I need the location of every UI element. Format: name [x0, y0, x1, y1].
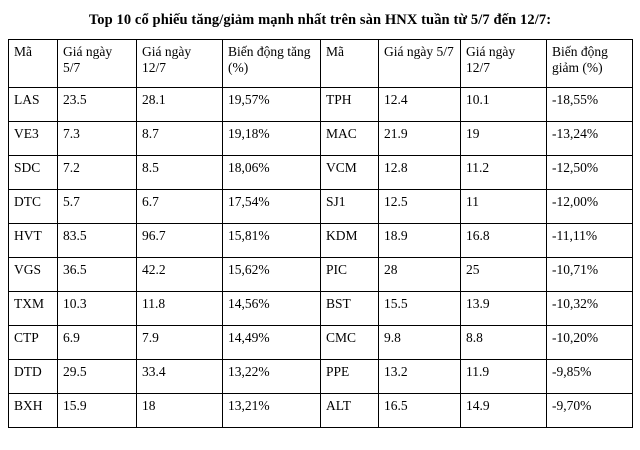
- cell-price-5-7-loser: 12.5: [379, 190, 461, 224]
- cell-price-5-7-loser: 21.9: [379, 122, 461, 156]
- cell-price-12-7-loser: 8.8: [461, 326, 547, 360]
- table-row: [9, 292, 633, 326]
- table-row: [9, 326, 633, 360]
- cell-change-loser: -18,55%: [547, 88, 633, 122]
- column-header-bien-dong-giam: Biến động giảm (%): [547, 40, 633, 88]
- cell-ticker-loser: PPE: [321, 360, 379, 394]
- cell-ticker-loser: MAC: [321, 122, 379, 156]
- cell-ticker-gainer: BXH: [9, 394, 58, 428]
- table-row: [9, 88, 633, 122]
- cell-change-loser: -13,24%: [547, 122, 633, 156]
- cell-ticker-gainer: DTC: [9, 190, 58, 224]
- cell-change-loser: -9,85%: [547, 360, 633, 394]
- cell-ticker-loser: SJ1: [321, 190, 379, 224]
- table-row: [9, 394, 633, 428]
- page-title: Top 10 cổ phiếu tăng/giảm mạnh nhất trên sàn HNX tuần từ 5/7 đến 12/7:: [88, 12, 552, 28]
- table-body: [9, 88, 633, 428]
- cell-change-gainer: 15,81%: [223, 224, 321, 258]
- cell-change-gainer: 19,57%: [223, 88, 321, 122]
- cell-price-12-7-gainer: 96.7: [137, 224, 223, 258]
- cell-change-gainer: 14,56%: [223, 292, 321, 326]
- cell-price-12-7-loser: 16.8: [461, 224, 547, 258]
- cell-price-12-7-gainer: 6.7: [137, 190, 223, 224]
- cell-price-12-7-gainer: 42.2: [137, 258, 223, 292]
- cell-ticker-loser: VCM: [321, 156, 379, 190]
- cell-price-12-7-loser: 19: [461, 122, 547, 156]
- cell-price-12-7-gainer: 18: [137, 394, 223, 428]
- table-row: [9, 156, 633, 190]
- cell-price-12-7-gainer: 11.8: [137, 292, 223, 326]
- cell-change-loser: -10,20%: [547, 326, 633, 360]
- column-header-bien-dong-tang: Biến động tăng (%): [223, 40, 321, 88]
- cell-price-5-7-loser: 18.9: [379, 224, 461, 258]
- cell-ticker-gainer: TXM: [9, 292, 58, 326]
- cell-change-gainer: 15,62%: [223, 258, 321, 292]
- cell-change-gainer: 13,21%: [223, 394, 321, 428]
- cell-ticker-loser: TPH: [321, 88, 379, 122]
- cell-price-5-7-gainer: 83.5: [58, 224, 137, 258]
- cell-price-12-7-gainer: 8.5: [137, 156, 223, 190]
- cell-price-5-7-loser: 12.4: [379, 88, 461, 122]
- cell-price-5-7-loser: 12.8: [379, 156, 461, 190]
- cell-price-12-7-gainer: 7.9: [137, 326, 223, 360]
- cell-ticker-loser: PIC: [321, 258, 379, 292]
- column-header-ma-tang: Mã: [9, 40, 58, 88]
- cell-ticker-loser: BST: [321, 292, 379, 326]
- table-header-row: [9, 40, 633, 88]
- cell-ticker-gainer: LAS: [9, 88, 58, 122]
- column-header-gia-ngay-5-7-tang: Giá ngày 5/7: [58, 40, 137, 88]
- cell-ticker-loser: KDM: [321, 224, 379, 258]
- table-row: [9, 224, 633, 258]
- cell-change-gainer: 17,54%: [223, 190, 321, 224]
- cell-change-gainer: 14,49%: [223, 326, 321, 360]
- cell-price-12-7-loser: 14.9: [461, 394, 547, 428]
- column-header-gia-ngay-12-7-giam: Giá ngày 12/7: [461, 40, 547, 88]
- cell-change-loser: -10,32%: [547, 292, 633, 326]
- cell-ticker-gainer: VGS: [9, 258, 58, 292]
- cell-price-12-7-loser: 11.9: [461, 360, 547, 394]
- column-header-ma-giam: Mã: [321, 40, 379, 88]
- table-row: [9, 190, 633, 224]
- cell-price-5-7-gainer: 7.2: [58, 156, 137, 190]
- cell-change-loser: -10,71%: [547, 258, 633, 292]
- cell-price-12-7-loser: 25: [461, 258, 547, 292]
- cell-price-12-7-gainer: 33.4: [137, 360, 223, 394]
- cell-price-12-7-loser: 13.9: [461, 292, 547, 326]
- cell-price-12-7-loser: 11: [461, 190, 547, 224]
- cell-change-loser: -12,50%: [547, 156, 633, 190]
- cell-price-5-7-gainer: 36.5: [58, 258, 137, 292]
- cell-change-gainer: 13,22%: [223, 360, 321, 394]
- cell-price-12-7-loser: 11.2: [461, 156, 547, 190]
- cell-price-5-7-loser: 28: [379, 258, 461, 292]
- cell-change-gainer: 19,18%: [223, 122, 321, 156]
- cell-price-5-7-gainer: 7.3: [58, 122, 137, 156]
- cell-price-5-7-loser: 15.5: [379, 292, 461, 326]
- cell-ticker-gainer: VE3: [9, 122, 58, 156]
- cell-price-12-7-gainer: 8.7: [137, 122, 223, 156]
- cell-ticker-gainer: DTD: [9, 360, 58, 394]
- cell-price-5-7-loser: 16.5: [379, 394, 461, 428]
- stock-movers-table: [8, 39, 633, 428]
- cell-change-loser: -9,70%: [547, 394, 633, 428]
- cell-price-5-7-gainer: 10.3: [58, 292, 137, 326]
- cell-price-5-7-gainer: 15.9: [58, 394, 137, 428]
- cell-price-5-7-gainer: 6.9: [58, 326, 137, 360]
- column-header-gia-ngay-5-7-giam: Giá ngày 5/7: [379, 40, 461, 88]
- cell-change-gainer: 18,06%: [223, 156, 321, 190]
- table-header: [9, 40, 633, 88]
- cell-price-12-7-loser: 10.1: [461, 88, 547, 122]
- cell-ticker-gainer: HVT: [9, 224, 58, 258]
- table-row: [9, 360, 633, 394]
- cell-ticker-gainer: SDC: [9, 156, 58, 190]
- cell-price-5-7-gainer: 23.5: [58, 88, 137, 122]
- cell-ticker-gainer: CTP: [9, 326, 58, 360]
- cell-change-loser: -12,00%: [547, 190, 633, 224]
- cell-price-5-7-loser: 9.8: [379, 326, 461, 360]
- table-row: [9, 258, 633, 292]
- column-header-gia-ngay-12-7-tang: Giá ngày 12/7: [137, 40, 223, 88]
- table-row: [9, 122, 633, 156]
- cell-change-loser: -11,11%: [547, 224, 633, 258]
- cell-price-5-7-gainer: 5.7: [58, 190, 137, 224]
- cell-price-5-7-loser: 13.2: [379, 360, 461, 394]
- cell-ticker-loser: CMC: [321, 326, 379, 360]
- cell-ticker-loser: ALT: [321, 394, 379, 428]
- cell-price-5-7-gainer: 29.5: [58, 360, 137, 394]
- cell-price-12-7-gainer: 28.1: [137, 88, 223, 122]
